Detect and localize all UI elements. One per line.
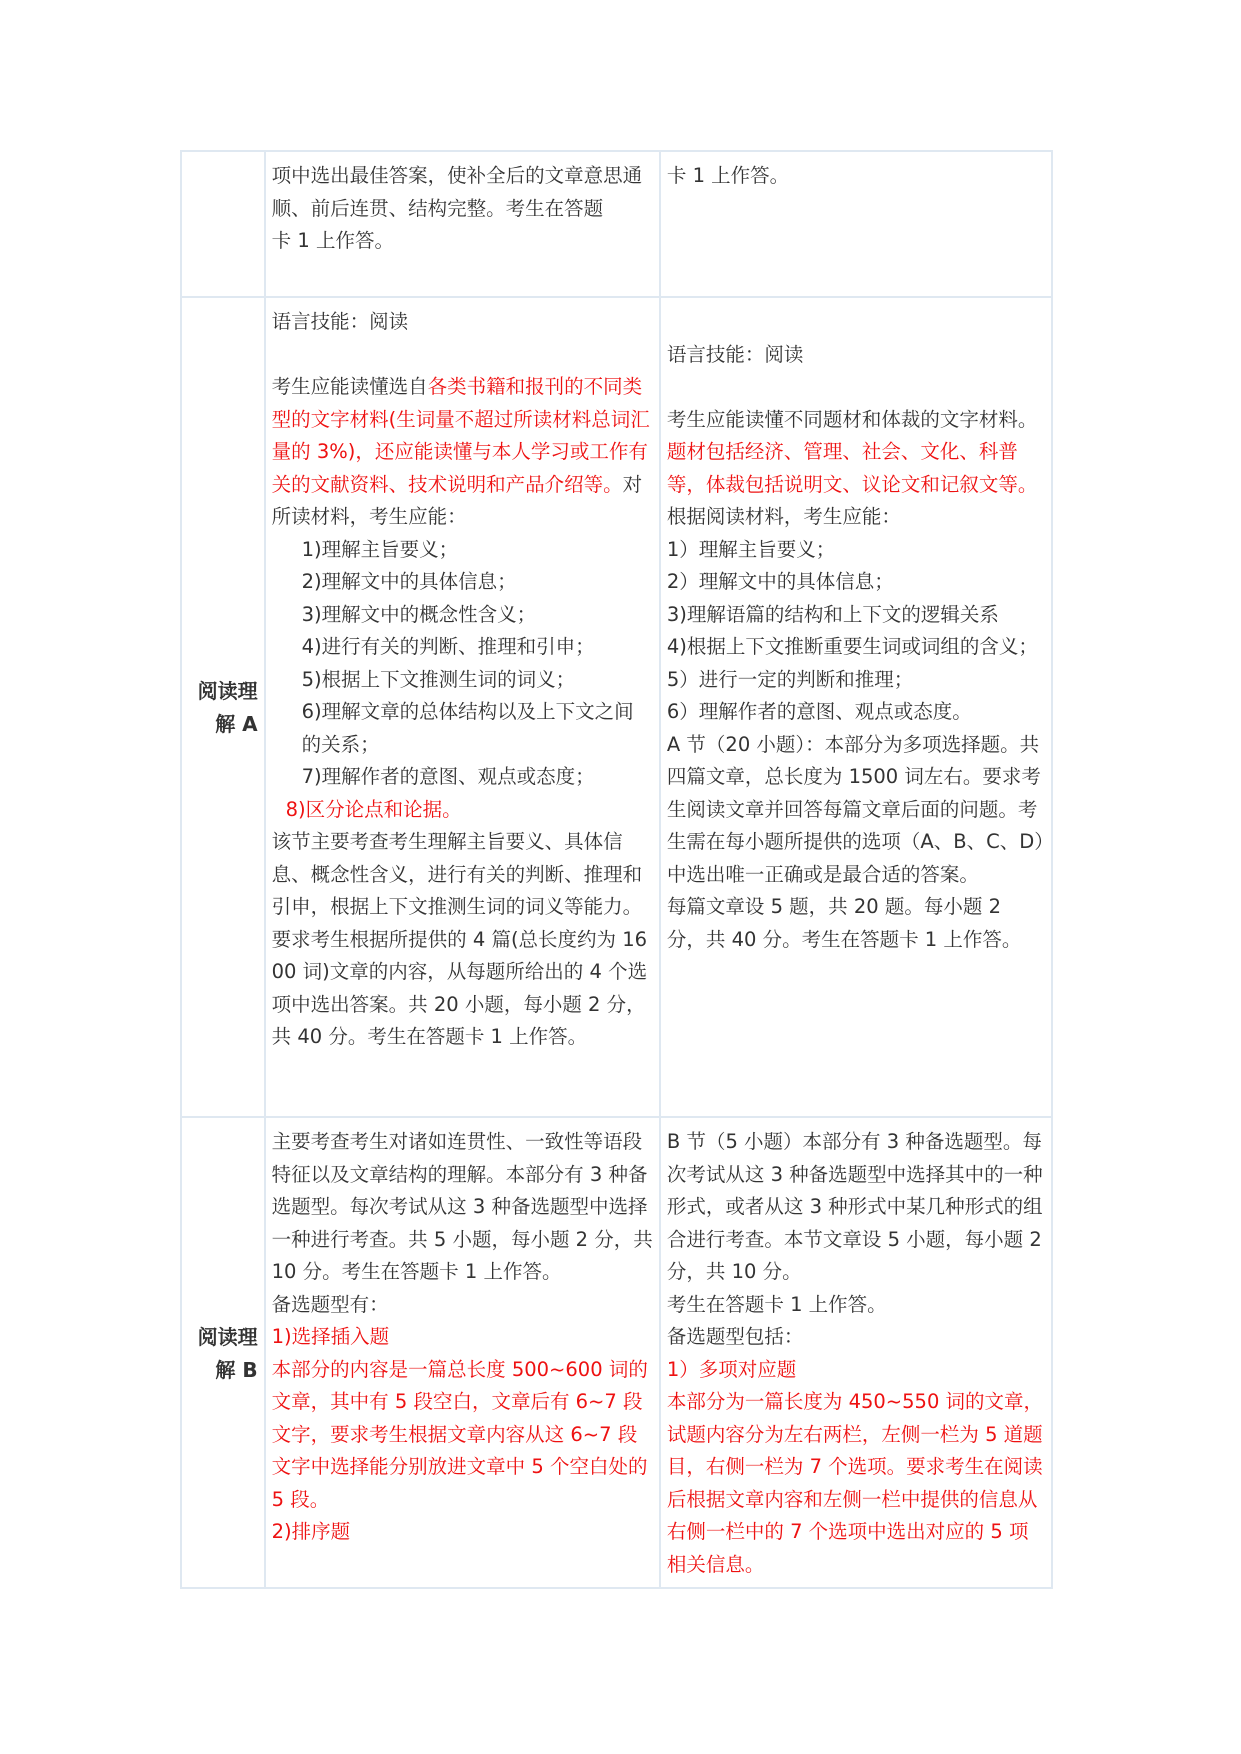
paragraph (667, 501, 1045, 534)
text-run: 语言技能：阅读 (271, 310, 409, 333)
section-label-cell: 阅读理解 A (181, 297, 265, 1117)
paragraph (272, 664, 653, 697)
text-run: 语言技能：阅读 (666, 342, 804, 366)
text-run: 卡 1 上作答。 (271, 229, 394, 252)
paragraph (667, 664, 1045, 697)
text-run: 2）理解文中的具体信息； (666, 570, 894, 593)
text-run: A 节（20 小题）：本部分为多项选择题。共四篇文章，总长度为 1500 词左右。要求考生阅读文章并回答每篇文章后面的问题。考生需在每小题所提供的选项（A、B、C、D）中选出唯一正确或是最合适的答案。 (666, 732, 1044, 886)
paragraph (667, 566, 1045, 599)
text-run: 5）进行一定的判断和推理； (666, 667, 914, 691)
text-run: 项中选出最佳答案，使补全后的文章意思通顺、前后连贯、结构完整。考生在答题 (271, 164, 643, 220)
paragraph (272, 794, 653, 827)
paragraph (272, 306, 653, 339)
paragraph (272, 761, 653, 794)
text-run: 4)进行有关的判断、推理和引申； (301, 635, 595, 658)
paragraph (667, 696, 1045, 729)
text-run: 5)根据上下文推测生词的词义； (301, 667, 576, 691)
text-run: 该节主要考查考生理解主旨要义、具体信息、概念性含义，进行有关的判断、推理和引申，根据上下文推测生词的词义等能力。要求考生根据所提供的 4 篇(总长度约为 1600 词)文章的内容，从每题所给出的 4 个选项中选出答案。共 20 小题，每小题 2 分，共 40 分。考生在答题卡 1 上作答。 (271, 830, 648, 1048)
text-run: 备选题型有： (271, 1292, 389, 1316)
paragraph (272, 160, 653, 225)
table-row (181, 297, 1052, 1117)
table-row (181, 1117, 1052, 1588)
text-run: B 节（5 小题）本部分有 3 种备选题型。每次考试从这 3 种备选题型中选择其中的一种形式，或者从这 3 种形式中某几种形式的组合进行考查。本节文章设 5 小题，每小题 2 分，共 10 分。 (666, 1130, 1043, 1283)
section-label-cell (181, 151, 265, 297)
text-run: 1）理解主旨要义； (666, 537, 836, 561)
highlighted-text: 1)选择插入题 (271, 1325, 390, 1348)
paragraph (272, 1516, 653, 1549)
content-cell-a (265, 1117, 660, 1588)
highlighted-text: 本部分为一篇长度为 450~550 词的文章，试题内容分为左右两栏，左侧一栏为 5 道题目，右侧一栏为 7 个选项。要求考生在阅读后根据文章内容和左侧一栏中提供的信息从右侧一栏中的 7 个选项中选出对应的 5 项相关信息。 (666, 1390, 1044, 1576)
paragraph (667, 891, 1045, 956)
paragraph (667, 631, 1045, 664)
paragraph (667, 371, 1045, 404)
paragraph (272, 1289, 653, 1322)
text-run: 6)理解文章的总体结构以及上下文之间的关系； (301, 700, 634, 756)
text-run: 7)理解作者的意图、观点或态度； (301, 765, 595, 788)
paragraph (272, 826, 653, 1054)
paragraph (667, 1321, 1045, 1354)
highlighted-text: 1）多项对应题 (666, 1357, 797, 1381)
paragraph (272, 371, 653, 534)
text-run: 6）理解作者的意图、观点或态度。 (666, 700, 972, 723)
text-run: 根据阅读材料，考生应能： (666, 505, 901, 528)
paragraph (272, 1321, 653, 1354)
text-run: 3)理解文中的概念性含义； (301, 602, 537, 626)
content-cell-b (660, 1117, 1052, 1588)
highlighted-text: 本部分的内容是一篇总长度 500~600 词的文章，其中有 5 段空白，文章后有 6~7 段文字，要求考生根据文章内容从这 6~7 段文字中选择能分别放进文章中 5 个空白处的 5 段。 (271, 1357, 648, 1511)
content-cell-b (660, 297, 1052, 1117)
table-row (181, 151, 1052, 297)
paragraph (272, 631, 653, 664)
text-run: 2)理解文中的具体信息； (301, 570, 517, 593)
paragraph (667, 599, 1045, 632)
paragraph (272, 599, 653, 632)
paragraph (667, 306, 1045, 339)
text-run: 对所读材料，考生应能： (271, 472, 643, 528)
text-run: 4)根据上下文推断重要生词或词组的含义； (666, 635, 1038, 658)
content-cell-a (265, 151, 660, 297)
exam-spec-table (180, 150, 1053, 1589)
highlighted-text: 2)排序题 (271, 1520, 351, 1543)
text-run: 备选题型包括： (666, 1325, 804, 1348)
highlighted-text: 各类书籍和报刊的不同类型的文字材料(生词量不超过所读材料总词汇量的 3%)，还应能读懂与本人学习或工作有关的文献资料、技术说明和产品介绍等。 (271, 375, 650, 496)
text-run: 卡 1 上作答。 (666, 164, 790, 187)
paragraph (667, 534, 1045, 567)
table-body (181, 151, 1052, 1588)
text-run: 主要考查考生对诸如连贯性、一致性等语段特征以及文章结构的理解。本部分有 3 种备选题型。每次考试从这 3 种备选题型中选择一种进行考查。共 5 小题，每小题 2 分，共 10 分。考生在答题卡 1 上作答。 (271, 1130, 653, 1283)
paragraph (272, 696, 653, 761)
paragraph (272, 534, 653, 567)
paragraph (667, 160, 1045, 193)
paragraph (667, 339, 1045, 372)
text-run: 考生应能读懂选自 (271, 375, 428, 398)
highlighted-text: 8)区分论点和论据。 (285, 797, 462, 821)
paragraph (272, 339, 653, 372)
paragraph (272, 1126, 653, 1289)
paragraph (667, 1126, 1045, 1289)
paragraph (667, 729, 1045, 892)
text-run: 1)理解主旨要义； (301, 537, 459, 561)
paragraph (272, 566, 653, 599)
section-label-cell: 阅读理解 B (181, 1117, 265, 1588)
text-run: 考生在答题卡 1 上作答。 (666, 1292, 887, 1316)
paragraph (272, 225, 653, 258)
paragraph (667, 404, 1045, 502)
content-cell-a (265, 297, 660, 1117)
content-cell-b (660, 151, 1052, 297)
paragraph (667, 1289, 1045, 1322)
paragraph (667, 1386, 1045, 1581)
text-run: 每篇文章设 5 题，共 20 题。每小题 2 分，共 40 分。考生在答题卡 1 上作答。 (666, 895, 1022, 951)
paragraph (272, 1354, 653, 1517)
text-run: 3)理解语篇的结构和上下文的逻辑关系 (666, 602, 999, 626)
highlighted-text: 题材包括经济、管理、社会、文化、科普等，体裁包括说明文、议论文和记叙文等。 (666, 440, 1038, 496)
text-run: 考生应能读懂不同题材和体裁的文字材料。 (666, 407, 1038, 431)
paragraph (667, 1354, 1045, 1387)
